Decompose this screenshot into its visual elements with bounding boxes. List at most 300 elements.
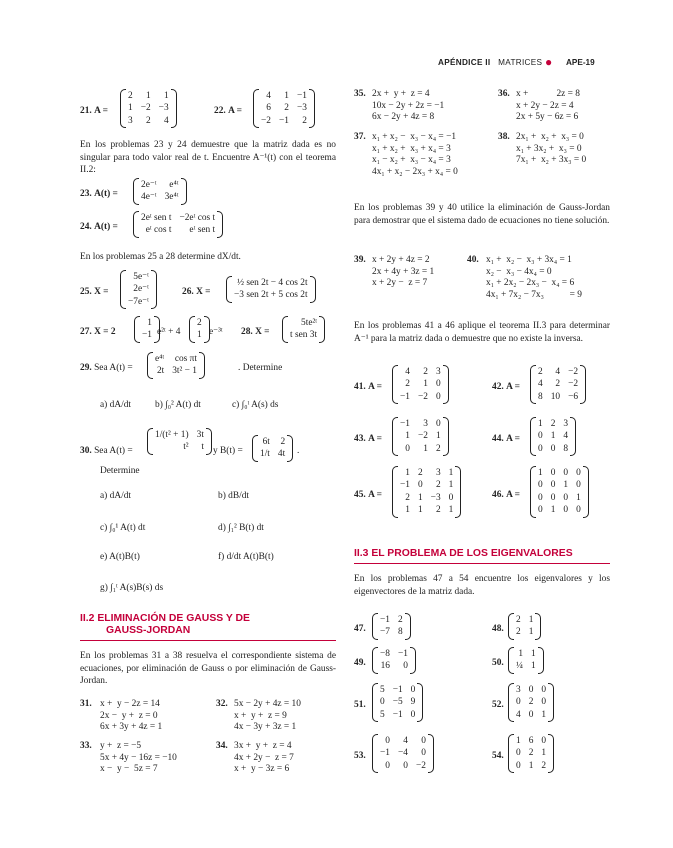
equation-line: x + y − 2z = 14 [100,699,160,709]
matrix-row [151,353,201,365]
matrix-cell: 6 [528,736,534,746]
matrix-cell: 0 [550,468,556,478]
matrix-cell: 1 [448,468,454,478]
matrix-cell: 3 [435,468,441,478]
equation-line: 4x₁ + 7x₂ − 7x₃ = 9 [486,289,582,300]
problem-24-label: 24. A(t) = [80,222,118,232]
matrix-row [137,191,183,203]
matrix-cell: 0 [435,391,441,402]
matrix-row [376,696,419,708]
matrix-cell: 4e⁻ᵗ [141,192,157,203]
matrix-cell: 1 [541,709,547,720]
equation-line: x₁ + x₂ − x₃ − x₄ = −1 [372,132,457,142]
matrix-row [396,443,445,455]
right-bracket [405,613,411,640]
matrix-table [396,467,457,517]
matrix-cell: 4 [266,91,271,101]
matrix-row [257,102,311,114]
equation-line: x + y − 3z = 6 [234,764,290,775]
left-bracket [392,417,398,456]
problem-30-part-e: e) A(t)B(t) [100,552,140,562]
matrix-row [534,504,585,516]
right-bracket [206,428,212,455]
matrix-row [376,760,430,772]
equation-line: x₁ + x₂ − x₃ + 3x₄ = 1 [486,255,572,265]
matrix-cell: 1 [435,431,441,442]
matrix-row [151,365,201,377]
problem-25-label: 25. X = [80,287,109,297]
problem-29-part-a: a) dA/dt [100,400,131,410]
matrix-cell: 4 [403,736,408,746]
matrix-row [256,436,289,448]
right-bracket [455,466,461,518]
problem-40-label: 40. [467,255,479,265]
problem-27-tail: e⁻³ᵗ [209,327,223,337]
matrix-row [396,467,457,479]
matrix-cell: 2 [435,443,441,454]
right-bracket [417,683,423,722]
right-bracket [535,613,541,640]
equation-line: x + 2y + 4z = 2 [372,255,430,265]
matrix-cell: −2 [417,431,428,442]
matrix-cell: −5 [392,697,403,708]
matrix-cell: 5te²ᵗ [301,318,318,328]
matrix-table [151,353,201,378]
matrix-row [124,90,173,102]
matrix-cell: −6 [568,391,579,402]
matrix-cell: 2 [423,367,428,377]
matrix-cell: 1 [518,649,524,659]
matrix-row [256,448,289,460]
matrix-row [534,430,572,442]
matrix-row [137,212,219,224]
left-bracket [147,352,153,379]
matrix-cell: −1 [397,649,408,659]
problem-38-system [516,132,586,167]
left-bracket [133,178,139,205]
matrix-cell: e⁴ᵗ [155,354,165,364]
matrix-cell: 0 [550,443,556,454]
matrix-cell: 0 [538,505,543,516]
matrix-row [512,760,550,772]
right-bracket [570,417,576,456]
matrix-row [151,441,208,453]
matrix-table [512,614,537,639]
problem-52-label: 52. [492,700,504,710]
problem-37-system [372,132,458,178]
matrix-table [137,179,183,204]
matrix-cell: −2 [417,391,428,402]
matrix-table [376,684,419,721]
matrix-row [230,277,312,289]
problem-49-label: 49. [354,658,366,668]
matrix-row [396,430,445,442]
problem-44-matrix [530,417,576,456]
matrix-cell: 1 [423,379,428,390]
header-section: APÉNDICE II MATRICES [438,58,543,67]
matrix-cell: eᵗ sen t [189,225,216,236]
matrix-row [534,418,572,430]
matrix-row [286,329,321,341]
matrix-row [396,504,457,516]
matrix-row [534,467,585,479]
matrix-row [376,747,430,759]
left-bracket [372,613,378,640]
problem-50-label: 50. [492,658,504,668]
matrix-cell: 3t² − 1 [172,366,197,377]
right-bracket [428,734,434,773]
running-header [0,55,673,72]
matrix-cell: 1 [405,468,410,478]
matrix-cell: 1/(t² + 1) [155,430,189,440]
matrix-cell: 6t [262,437,270,447]
matrix-cell: 1 [448,480,454,491]
right-bracket [548,734,554,773]
problem-31-system [100,699,162,734]
matrix-cell: 0 [410,709,416,720]
equation-line: 4x₁ + x₂ − 2x₃ + x₄ = 0 [372,166,458,177]
problem-23-matrix [133,178,187,205]
problem-33-system [100,741,177,776]
problem-51-label: 51. [354,700,366,710]
matrix-cell: −2 [261,115,271,126]
matrix-cell: 2e⁻ᵗ [133,284,149,295]
matrix-row [137,179,183,191]
equation-line: x₂ − x₃ − 4x₄ = 0 [486,266,552,277]
matrix-table [137,212,219,237]
problem-53-label: 53. [354,751,366,761]
equation-line: 10x − 2y + 2z = −1 [372,100,445,111]
equation-line: y + z = −5 [100,741,142,751]
matrix-cell: 1 [128,103,133,114]
matrix-cell: 0 [405,443,410,454]
equation-line: 3x + y + z = 4 [234,741,292,751]
problem-39-label: 39. [354,255,366,265]
matrix-table [534,366,582,403]
right-bracket [199,352,205,379]
problem-47-matrix [372,613,411,640]
matrix-cell: −2eᵗ cos t [179,213,216,223]
matrix-cell: 2 [550,419,556,429]
problem-40-system [486,255,582,301]
matrix-cell: −1 [400,480,410,491]
equation-line: 4x + 2y − z = 7 [234,752,294,763]
equation-line: 5x − 2y + 4z = 10 [234,699,301,709]
matrix-row [512,747,550,759]
matrix-row [396,391,445,403]
section-ii2-title-line-1: II.2 ELIMINACIÓN DE GAUSS Y DE [80,613,250,624]
matrix-cell: 2eᵗ sen t [141,213,172,223]
matrix-cell: 4 [538,379,543,390]
problem-41-label: 41. A = [354,382,383,392]
matrix-cell: 3 [423,419,428,429]
matrix-cell: 1 [448,505,454,516]
matrix-row [124,115,173,127]
matrix-cell: 0 [410,685,416,695]
matrix-cell: −2 [415,760,426,771]
matrix-row [376,648,412,660]
matrix-cell: 0 [421,736,426,746]
matrix-cell: 1 [576,492,581,503]
problem-22-label: 22. A = [214,106,243,116]
problem-30-matrix-b [252,435,293,462]
equation-line: x₁ + x₂ + x₃ + x₄ = 3 [372,143,451,154]
equation-line: 6x − 2y + 4z = 8 [372,112,435,123]
matrix-cell: 0 [563,492,569,503]
section-ii2-title-line-2: GAUSS-JORDAN [106,625,191,636]
matrix-row [396,418,445,430]
matrix-cell: −1 [278,115,289,126]
matrix-cell: −2 [568,367,579,377]
problem-45-matrix [392,466,461,518]
matrix-row [534,479,585,491]
problem-22-matrix [253,89,315,128]
matrix-table [376,648,412,673]
matrix-cell: ½ sen 2t − 4 cos 2t [236,278,308,288]
problem-42-matrix [530,365,586,404]
matrix-cell: 6 [266,103,271,114]
left-bracket [134,316,140,343]
problem-52-matrix [508,683,554,722]
matrix-cell: t² [183,442,189,453]
matrix-cell: 2e⁻ᵗ [141,180,157,190]
left-bracket [392,466,398,518]
problem-34-label: 34. [216,741,228,751]
equation-line: 2x + y + z = 4 [372,89,430,99]
equation-line: 2x − y + z = 0 [100,710,158,721]
problem-46-label: 46. A = [492,490,521,500]
page-number: APE-19 [566,58,595,67]
equation-line: 7x₁ + x₂ + 3x₃ = 0 [516,155,587,166]
matrix-cell: −1 [392,685,403,695]
problem-27-middle: e²ᵗ + 4 [157,327,181,337]
matrix-cell: −2 [140,103,151,114]
problem-30-part-c: c) ∫₀¹ A(t) dt [100,523,146,533]
matrix-table [534,418,572,455]
matrix-cell: 0 [516,760,521,771]
matrix-cell: 0 [528,685,534,695]
problem-24-matrix [133,211,223,238]
matrix-cell: 0 [550,480,556,491]
problem-30-part-b: b) dB/dt [218,491,249,501]
matrix-cell: −3 [158,103,169,114]
matrix-cell: 0 [435,379,441,390]
problem-44-label: 44. A = [492,434,521,444]
matrix-row [376,735,430,747]
matrix-cell: 1 [163,91,169,101]
left-bracket [226,276,232,303]
matrix-cell: 1 [538,419,543,429]
matrix-cell: 16 [380,661,390,672]
right-bracket [309,89,315,128]
equation-line: 4x − 3y + 3z = 1 [234,722,297,733]
matrix-cell: 0 [576,468,581,478]
problem-21-matrix [120,89,177,128]
problem-30-part-g: g) ∫₁ᵗ A(s)B(s) ds [100,583,164,593]
problem-30-determine: Determine [100,466,140,476]
matrix-cell: 0 [538,492,543,503]
left-bracket [120,89,126,128]
matrix-cell: 0 [448,492,454,503]
matrix-row [376,626,407,638]
matrix-row [376,684,419,696]
problem-33-label: 33. [80,741,92,751]
problem-26-matrix [226,276,316,303]
problem-30-part-a: a) dA/dt [100,491,131,501]
matrix-cell: 1 [405,431,410,442]
matrix-cell: 8 [397,627,403,638]
matrix-cell: 1 [284,91,289,101]
problem-50-matrix [508,647,544,674]
matrix-row [534,443,572,455]
vector-cell: 1 [197,330,202,341]
matrix-table [286,317,321,342]
problem-36-label: 36. [498,89,510,99]
problem-46-matrix [530,466,589,518]
matrix-table [512,684,550,721]
problem-29-matrix [147,352,205,379]
matrix-cell: −3 [296,103,307,114]
matrix-cell: 2t [156,366,165,377]
matrix-row [512,696,550,708]
problem-27-label: 27. X = 2 [80,327,116,337]
left-bracket [133,211,139,238]
matrix-cell: 2 [405,492,410,503]
problem-54-matrix [508,734,554,773]
problem-29-label: 29. Sea A(t) = [80,363,133,373]
problem-29-part-c: c) ∫₀ᵗ A(s) ds [232,400,279,410]
matrix-cell: 1 [541,748,547,759]
instructions-31-38: En los problemas 31 a 38 resuelva el correspondiente sistema de ecuaciones, por eliminación de Gauss o por eliminación de Gauss-Jordan. [80,651,336,687]
right-bracket [443,365,449,404]
problem-30-tail: . [297,446,300,456]
matrix-cell: 8 [538,391,543,402]
matrix-cell: 0 [538,480,543,491]
matrix-row [230,289,312,301]
problem-43-label: 43. A = [354,434,383,444]
problem-32-system [234,699,301,734]
matrix-cell: −7 [380,627,390,638]
left-bracket [392,365,398,404]
equation-line: x₁ + 3x₂ + x₃ = 0 [516,143,582,154]
matrix-cell: 2 [528,748,534,759]
matrix-cell: −1 [392,709,403,720]
matrix-cell: 0 [421,748,426,759]
matrix-table [512,648,540,673]
matrix-cell: 0 [576,480,581,491]
problem-34-system [234,741,294,776]
matrix-cell: 0 [516,697,521,708]
matrix-cell: 0 [417,480,423,491]
matrix-row [124,102,173,114]
problem-30-part-d: d) ∫₁² B(t) dt [218,523,264,533]
right-bracket [580,365,586,404]
equation-line: 6x + 3y + 4z = 1 [100,722,163,733]
matrix-cell: 3 [435,367,441,377]
left-bracket [253,89,259,128]
left-bracket [530,365,536,404]
matrix-cell: 2 [538,367,543,377]
problem-31-label: 31. [80,699,92,709]
problem-28-matrix [282,316,325,343]
problem-35-system [372,89,444,124]
matrix-cell: 0 [385,736,390,746]
right-bracket [310,276,316,303]
matrix-cell: 0 [538,431,543,442]
matrix-table [151,429,208,454]
instructions-47-54: En los problemas 47 a 54 encuentre los eigenvalores y los eigenvectores de la matriz dada. [354,574,610,597]
right-bracket [171,89,177,128]
matrix-cell: 1 [423,443,428,454]
matrix-cell: 10 [550,391,561,402]
right-bracket [538,647,544,674]
matrix-cell: 4 [555,367,561,377]
matrix-cell: −3 sen 2t + 5 cos 2t [234,290,308,301]
matrix-cell: 2 [302,115,307,126]
matrix-cell: 1 [550,431,556,442]
matrix-row [137,224,219,236]
matrix-cell: 1/t [260,449,270,460]
matrix-cell: 0 [563,468,569,478]
matrix-cell: −7e⁻ᵗ [128,296,149,307]
matrix-row [396,492,457,504]
left-bracket [282,316,288,343]
equation-line: x + 2y − z = 7 [372,278,428,289]
left-bracket [372,683,378,722]
right-bracket [583,466,589,518]
matrix-cell: 0 [435,419,441,429]
equation-line: x − y − 5z = 7 [100,764,158,775]
matrix-row [534,378,582,390]
matrix-row [124,296,153,308]
matrix-cell: 0 [516,748,521,759]
matrix-cell: ¼ [516,661,524,672]
matrix-table [396,366,445,403]
matrix-cell: 2 [145,115,151,126]
matrix-cell: 4 [516,709,521,720]
instructions-39-40: En los problemas 39 y 40 utilice la eliminación de Gauss-Jordan para demostrar que el sistema dado de ecuaciones no tiene solución. [354,203,610,226]
vector-cell: 2 [197,318,202,328]
matrix-cell: −3 [430,492,441,503]
problem-29-part-b: b) ∫₀² A(t) dt [155,400,201,410]
matrix-table [376,614,407,639]
left-bracket [508,647,514,674]
matrix-cell: 0 [403,760,408,771]
left-bracket [372,647,378,674]
problem-41-matrix [392,365,449,404]
left-bracket [189,316,195,343]
matrix-cell: 4t [277,449,286,460]
vector-cell: 1 [147,318,152,328]
problem-28-label: 28. X = [241,327,270,337]
equation-line: x₁ + 2x₂ − 2x₃ − x₄ = 6 [486,278,575,289]
equation-line: x + 2z = 8 [516,89,580,99]
left-bracket [508,613,514,640]
matrix-cell: e⁴ᵗ [169,180,179,190]
matrix-row [151,429,208,441]
matrix-table [376,735,430,772]
matrix-row [396,378,445,390]
matrix-cell: 2 [555,379,561,390]
matrix-cell: 4 [563,431,569,442]
equation-line: 2x + 4y + 3z = 1 [372,266,435,277]
matrix-cell: 3 [563,419,569,429]
left-bracket [530,466,536,518]
problem-48-label: 48. [492,624,504,634]
left-bracket [508,734,514,773]
matrix-cell: −8 [380,649,390,659]
header-bullet-icon: ● [545,55,553,69]
